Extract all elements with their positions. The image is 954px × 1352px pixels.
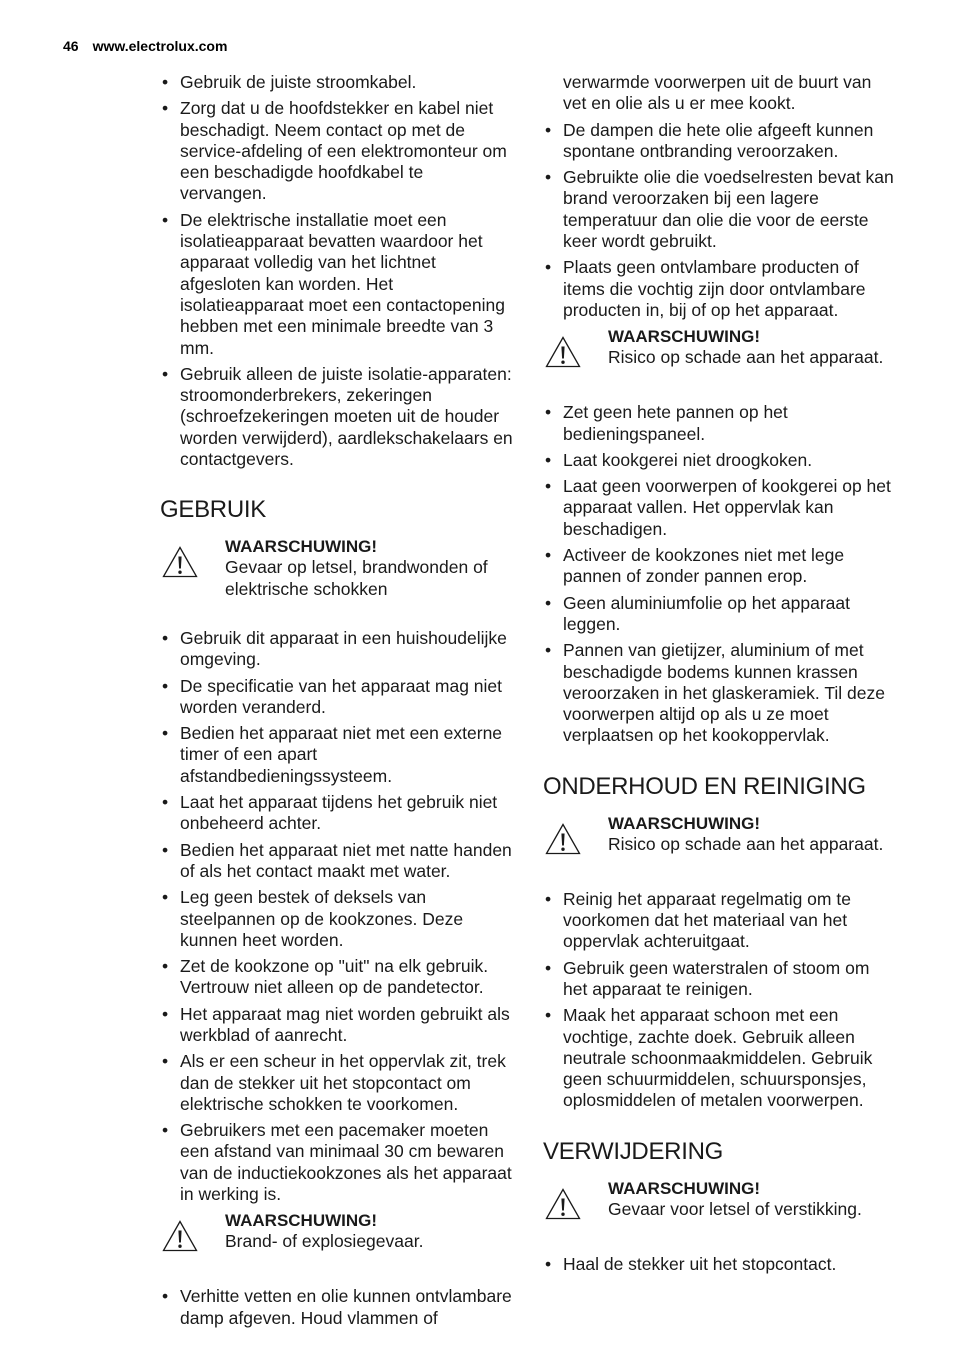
warning-icon (162, 1220, 198, 1252)
list-item-continuation: verwarmde voorwerpen uit de buurt van vet en olie als u er mee kookt. (563, 72, 872, 114)
list-item: • Bedien het apparaat niet met natte handen of als het contact maakt met water. (162, 840, 514, 883)
warning-block (545, 813, 897, 861)
list-item: • Leg geen bestek of deksels van steelpannen op de kookzones. Deze kunnen heet worden. (162, 887, 514, 951)
verwijdering-list (545, 1254, 897, 1275)
warning-title: WAARSCHUWING! (225, 1211, 378, 1231)
list-item: • Laat het apparaat tijdens het gebruik niet onbeheerd achter. (162, 792, 514, 835)
warning-title: WAARSCHUWING! (608, 813, 761, 833)
gebruik-list-2 (162, 1286, 514, 1329)
list-item: • Laat geen voorwerpen of kookgerei op het apparaat vallen. Het oppervlak kan beschadigen. (545, 476, 897, 540)
oil-list (545, 120, 897, 322)
intro-list (162, 72, 514, 470)
list-item: • Plaats geen ontvlambare producten of items die vochtig zijn door ontvlambare producten in, bij of op het apparaat. (545, 257, 897, 321)
list-item: • Reinig het apparaat regelmatig om te voorkomen dat het materiaal van het oppervlak achteruitgaat. (545, 889, 897, 953)
list-item: • De dampen die hete olie afgeeft kunnen spontane ontbranding veroorzaken. (545, 120, 897, 163)
onderhoud-list (545, 889, 897, 1112)
list-item: • Zorg dat u de hoofdstekker en kabel niet beschadigt. Neem contact op met de service-afdeling of een elektromonteur om een beschadigde hoofdkabel te vervangen. (162, 98, 514, 204)
warning-text: Gevaar op letsel, brandwonden of elektrische schokken (225, 557, 488, 599)
website-url: www.electrolux.com (92, 38, 228, 54)
warning-title: WAARSCHUWING! (608, 327, 761, 347)
list-item: • Activeer de kookzones niet met lege pannen of zonder pannen erop. (545, 545, 897, 588)
warning-text: Brand- of explosiegevaar. (225, 1231, 424, 1252)
gebruik-list (162, 628, 514, 1205)
warning-text: Risico op schade aan het apparaat. (608, 833, 884, 854)
warning-icon (545, 1188, 581, 1220)
list-item: • Zet de kookzone op "uit" na elk gebruik. Vertrouw niet alleen op de pandetector. (162, 956, 514, 999)
damage-list (545, 402, 897, 746)
list-item: • Haal de stekker uit het stopcontact. (545, 1254, 897, 1275)
warning-block (545, 326, 897, 374)
list-item: • Gebruik dit apparaat in een huishoudelijke omgeving. (162, 628, 514, 671)
warning-icon (545, 823, 581, 855)
warning-text: Gevaar voor letsel of verstikking. (608, 1198, 862, 1219)
warning-icon (545, 336, 581, 368)
list-item: • Gebruik geen waterstralen of stoom om het apparaat te reinigen. (545, 958, 897, 1001)
section-title-verwijdering: VERWIJDERING (543, 1137, 723, 1165)
list-item: • Het apparaat mag niet worden gebruikt als werkblad of aanrecht. (162, 1004, 514, 1047)
section-title-onderhoud: ONDERHOUD EN REINIGING (543, 772, 866, 800)
list-item: • Gebruikers met een pacemaker moeten een afstand van minimaal 30 cm bewaren van de inductiekookzones als het apparaat in werking is. (162, 1120, 514, 1205)
list-item: • Geen aluminiumfolie op het apparaat leggen. (545, 593, 897, 636)
list-item: • Gebruik de juiste stroomkabel. (162, 72, 514, 93)
warning-block (162, 536, 514, 600)
warning-title: WAARSCHUWING! (608, 1178, 761, 1198)
warning-icon (162, 546, 198, 578)
left-column (162, 72, 514, 1334)
page-number: 46 (63, 38, 79, 54)
warning-block (545, 1178, 897, 1226)
list-item: • Laat kookgerei niet droogkoken. (545, 450, 897, 471)
warning-title: WAARSCHUWING! (225, 537, 378, 557)
list-item: • Maak het apparaat schoon met een vochtige, zachte doek. Gebruik alleen neutrale schoonmaakmiddelen. Gebruik geen schuurmiddelen, schuursponsjes, oplosmiddelen of metalen voorwerpen. (545, 1005, 897, 1111)
list-item: • Gebruik alleen de juiste isolatie-apparaten: stroomonderbrekers, zekeringen (schroefzekeringen moeten uit de houder worden verwijderd), aardlekschakelaars en contactgevers. (162, 364, 514, 470)
right-column (545, 72, 897, 1280)
page-header (63, 38, 227, 54)
list-item: • De specificatie van het apparaat mag niet worden veranderd. (162, 676, 514, 719)
list-item: • Zet geen hete pannen op het bedieningspaneel. (545, 402, 897, 445)
list-item: • Pannen van gietijzer, aluminium of met beschadigde bodems kunnen krassen veroorzaken in het glaskeramiek. Til deze voorwerpen altijd op als u ze moet verplaatsen op het kookoppervlak. (545, 640, 897, 746)
section-title-gebruik: GEBRUIK (160, 496, 266, 524)
list-item: • De elektrische installatie moet een isolatieapparaat bevatten waardoor het apparaat volledig van het lichtnet afgesloten kan worden. Het isolatieapparaat moet een contactopening hebben met een minimale breedte van 3 mm. (162, 210, 514, 359)
warning-text: Risico op schade aan het apparaat. (608, 347, 884, 368)
list-item: • Verhitte vetten en olie kunnen ontvlambare damp afgeven. Houd vlammen of (162, 1286, 514, 1329)
warning-block (162, 1210, 514, 1258)
list-item: • Als er een scheur in het oppervlak zit, trek dan de stekker uit het stopcontact om elektrische schokken te voorkomen. (162, 1051, 514, 1115)
list-item: • Gebruikte olie die voedselresten bevat kan brand veroorzaken bij een lagere temperatuur dan olie die voor de eerste keer wordt gebruikt. (545, 167, 897, 252)
list-item: • Bedien het apparaat niet met een externe timer of een apart afstandbedieningssysteem. (162, 723, 514, 787)
